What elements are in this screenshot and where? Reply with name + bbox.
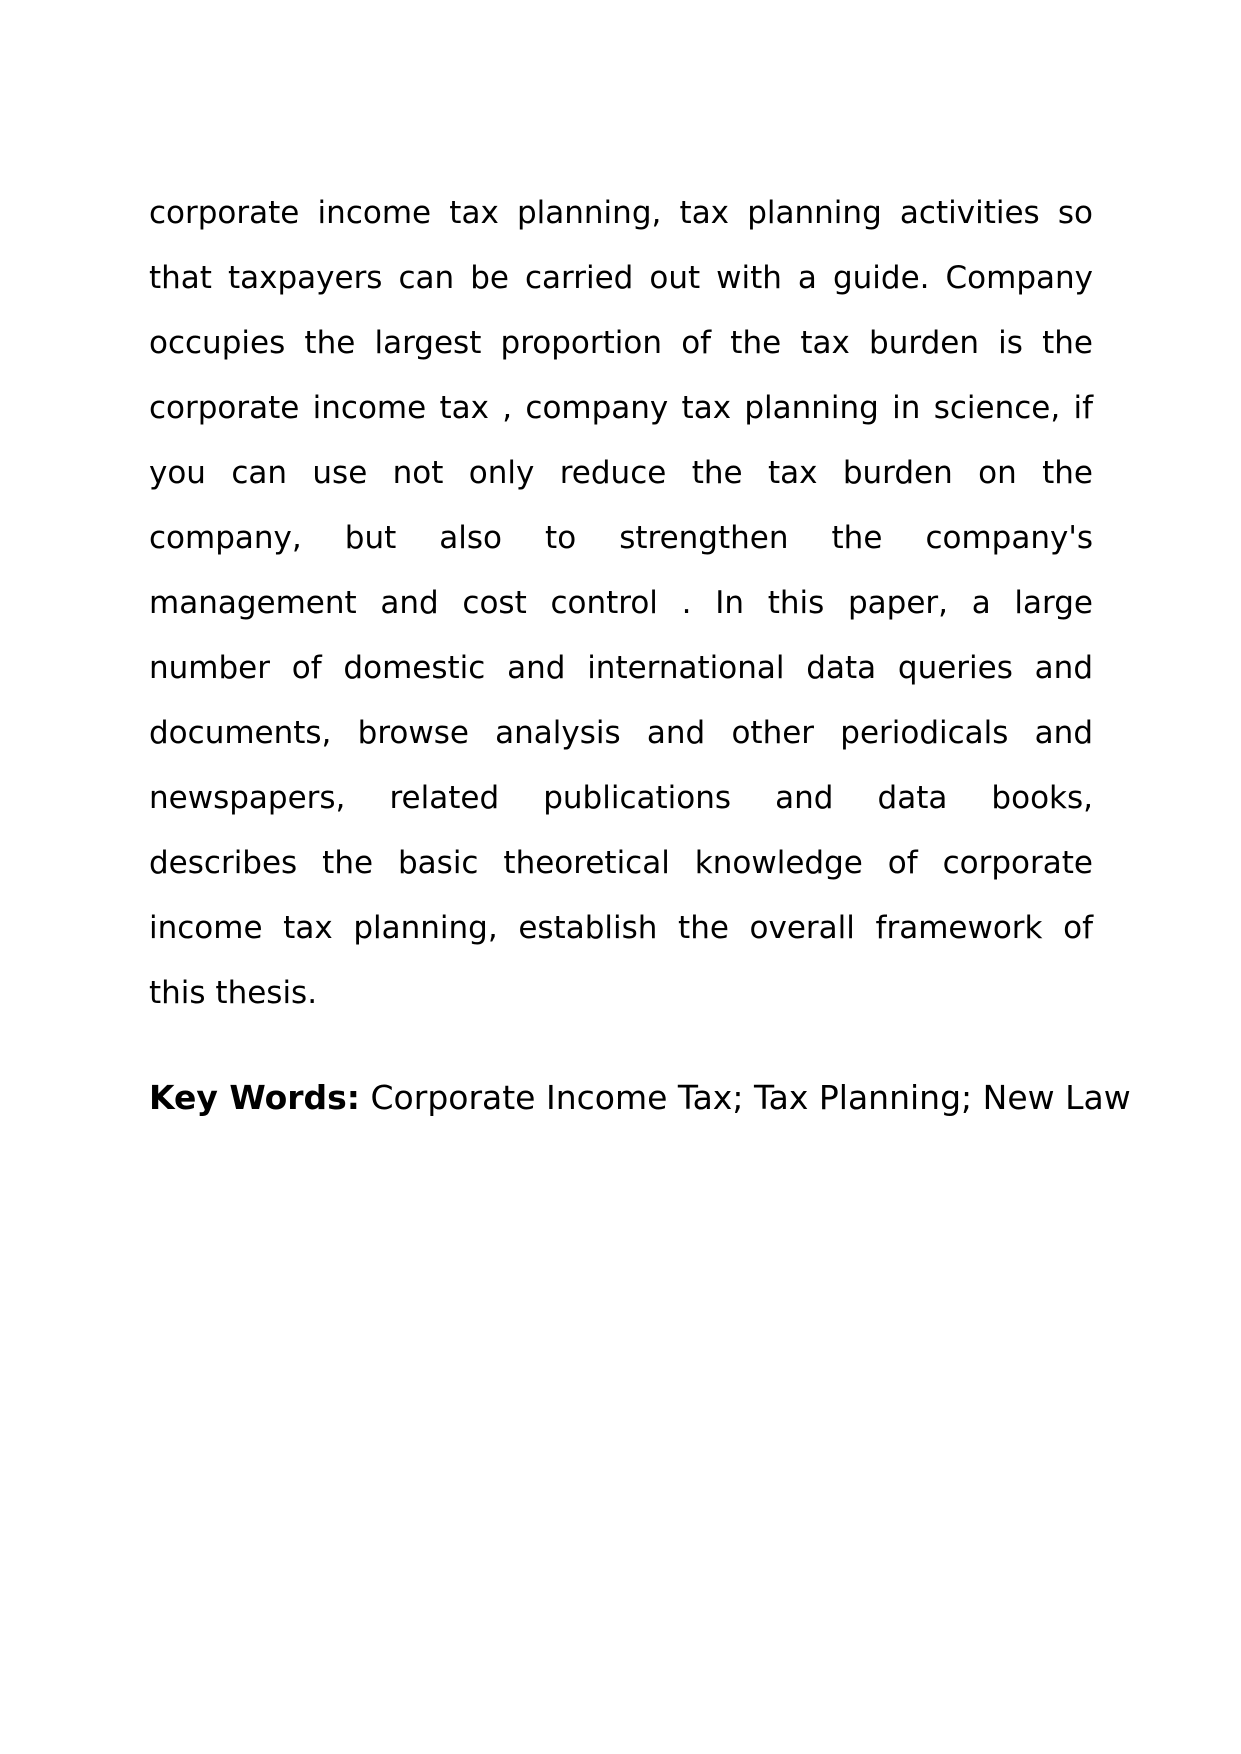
paragraph-line: occupies the largest proportion of the tax burden is the	[149, 325, 1093, 361]
paragraph-line: this thesis.	[149, 975, 318, 1011]
paragraph-line: number of domestic and international data queries and	[149, 650, 1093, 686]
paragraph-line: corporate income tax planning, tax planning activities so	[149, 195, 1093, 231]
paragraph-line: management and cost control . In this paper, a large	[149, 585, 1093, 621]
paragraph-line: income tax planning, establish the overall framework of	[149, 910, 1093, 946]
keywords-value: Corporate Income Tax; Tax Planning; New Law	[370, 1078, 1131, 1117]
paragraph-line: describes the basic theoretical knowledge of corporate	[149, 845, 1093, 881]
paragraph-line: newspapers, related publications and data books,	[149, 780, 1093, 816]
keywords-label: Key Words:	[149, 1078, 361, 1117]
paragraph-line: that taxpayers can be carried out with a guide. Company	[149, 260, 1093, 296]
abstract-paragraph	[149, 181, 1093, 1026]
paragraph-line: corporate income tax , company tax planning in science, if	[149, 390, 1093, 426]
keywords-line	[149, 1068, 1131, 1128]
paragraph-line: documents, browse analysis and other periodicals and	[149, 715, 1093, 751]
paragraph-line: you can use not only reduce the tax burden on the	[149, 455, 1093, 491]
paragraph-line: company, but also to strengthen the company's	[149, 520, 1093, 556]
